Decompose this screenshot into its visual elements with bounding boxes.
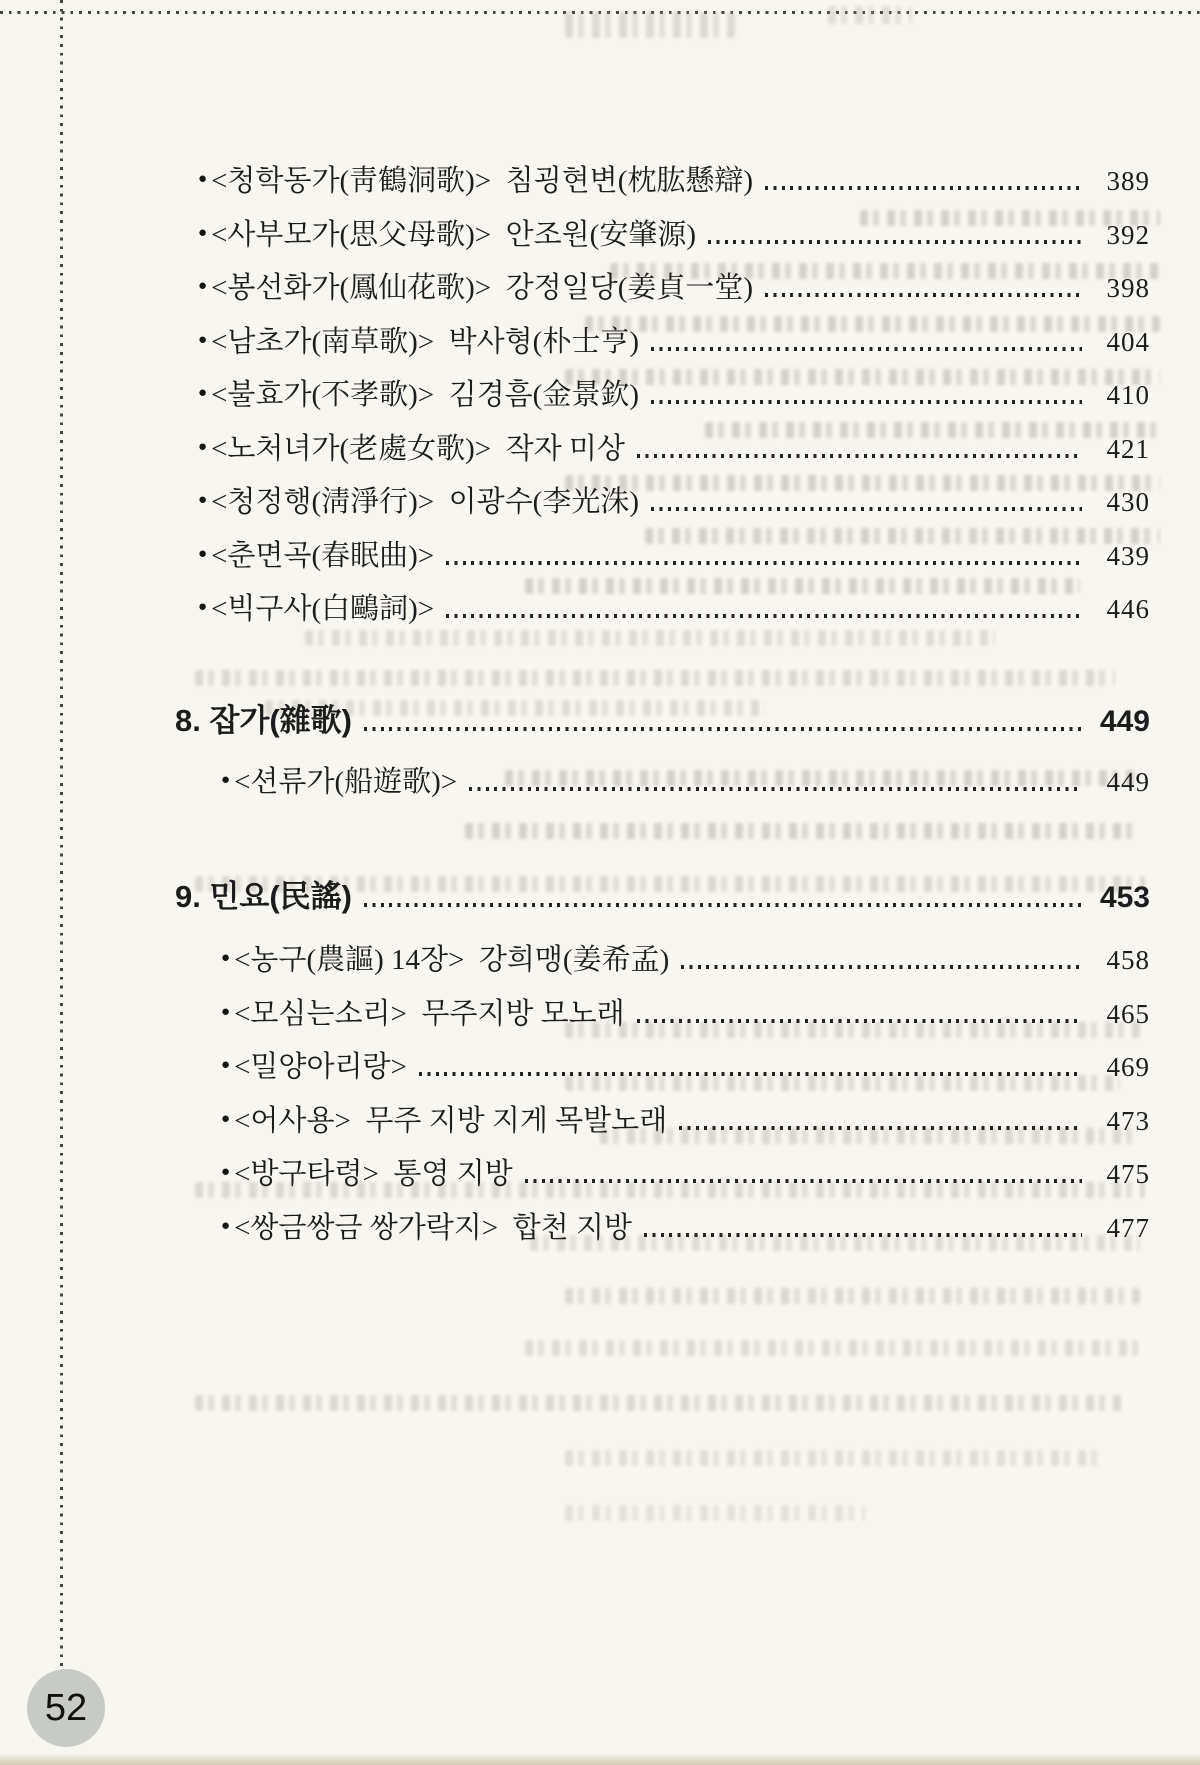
toc-entry-row xyxy=(175,999,1150,1029)
dot-leader xyxy=(708,240,1082,244)
entry-page-number: 469 xyxy=(1106,1052,1150,1082)
bullet-icon: ● xyxy=(198,278,208,294)
entry-title: <쌍금쌍금 쌍가락지> 합천 지방 xyxy=(234,1211,632,1244)
bullet-icon: ● xyxy=(221,1164,231,1180)
entry-title: <청정행(淸淨行)> 이광수(李光洙) xyxy=(211,486,639,518)
entry-page-number: 392 xyxy=(1106,219,1150,250)
section-heading-row xyxy=(175,704,1150,738)
entry-page-number: 430 xyxy=(1106,487,1150,517)
entry-page-number: 404 xyxy=(1106,326,1150,357)
toc-entry-row xyxy=(175,1213,1150,1243)
dot-leader xyxy=(651,507,1082,511)
bleed-through-ghost xyxy=(565,1505,865,1521)
entry-page-number: 473 xyxy=(1106,1105,1150,1136)
toc-entry-row xyxy=(175,487,1150,517)
bullet-icon: ● xyxy=(198,331,208,348)
page-bottom-edge xyxy=(0,1753,1200,1765)
dot-leader xyxy=(525,1179,1082,1183)
entry-page-number: 475 xyxy=(1106,1159,1150,1189)
bullet-icon: ● xyxy=(221,1057,231,1073)
bullet-icon: ● xyxy=(221,1003,231,1020)
toc-entry-row xyxy=(175,327,1150,357)
dot-leader xyxy=(765,293,1082,297)
dot-leader xyxy=(681,965,1082,969)
dot-leader xyxy=(419,1072,1082,1076)
section-title: 9. 민요(民謠) xyxy=(175,879,353,914)
entry-title: <방구타령> 통영 지방 xyxy=(234,1158,513,1190)
dot-leader xyxy=(446,561,1082,565)
entry-title: <불효가(不孝歌)> 김경흠(金景欽) xyxy=(211,379,639,411)
bullet-icon: ● xyxy=(198,545,208,562)
toc-entry-row xyxy=(175,1106,1150,1136)
entry-page-number: 389 xyxy=(1106,166,1150,196)
toc-entry-row xyxy=(175,166,1150,196)
entry-title: <사부모가(思父母歌)> 안조원(安肇源) xyxy=(211,218,696,251)
toc-entry-row xyxy=(175,1159,1150,1189)
entry-page-number: 449 xyxy=(1106,767,1150,797)
section-page-number: 453 xyxy=(1099,881,1150,914)
entry-list-front xyxy=(175,166,1150,624)
bullet-icon: ● xyxy=(198,492,208,508)
entry-page-number: 439 xyxy=(1106,540,1150,571)
entry-page-number: 477 xyxy=(1106,1212,1150,1243)
section-japga xyxy=(175,704,1150,797)
dot-leader xyxy=(644,1233,1082,1237)
entry-title: <청학동가(靑鶴洞歌)> 침굉현변(枕肱懸辯) xyxy=(211,165,754,197)
dot-leader xyxy=(364,903,1082,907)
entry-page-number: 421 xyxy=(1106,433,1150,464)
toc-entry-row xyxy=(175,434,1150,464)
entry-title: <노처녀가(老處女歌)> 작자 미상 xyxy=(211,432,625,465)
entry-title: <춘면곡(春眠曲)> xyxy=(211,539,435,572)
dot-leader xyxy=(364,727,1082,731)
bullet-icon: ● xyxy=(221,1217,231,1234)
dot-leader xyxy=(637,454,1082,458)
bleed-through-ghost xyxy=(525,1340,1140,1356)
entry-title: <션류가(船遊歌)> xyxy=(234,766,458,798)
bleed-through-ghost xyxy=(195,1395,1125,1411)
entry-title: <빅구사(白鷗詞)> xyxy=(211,593,435,625)
entry-list-japga xyxy=(175,767,1150,797)
bleed-through-ghost xyxy=(565,1288,1140,1304)
entry-list-minyo xyxy=(175,945,1150,1243)
entry-title: <농구(農謳) 14장> 강희맹(姜希孟) xyxy=(234,944,670,976)
dot-leader xyxy=(469,787,1082,791)
entry-title: <밀양아리랑> xyxy=(234,1051,407,1083)
entry-page-number: 465 xyxy=(1106,998,1150,1029)
section-title: 8. 잡가(雜歌) xyxy=(175,703,353,738)
entry-page-number: 410 xyxy=(1106,380,1150,410)
dot-leader xyxy=(765,186,1082,190)
table-of-contents xyxy=(175,166,1150,1266)
bullet-icon: ● xyxy=(221,1110,231,1127)
left-dotted-border xyxy=(60,0,63,1669)
bleed-through-ghost xyxy=(828,6,912,24)
bullet-icon: ● xyxy=(198,224,208,241)
bleed-through-ghost xyxy=(565,1450,1100,1466)
top-dotted-border xyxy=(0,11,1200,14)
section-minyo xyxy=(175,880,1150,1243)
toc-entry-row xyxy=(175,945,1150,975)
toc-entry-row xyxy=(175,541,1150,571)
toc-entry-row xyxy=(175,594,1150,624)
entry-page-number: 446 xyxy=(1106,594,1150,624)
entry-title: <어사용> 무주 지방 지게 목발노래 xyxy=(234,1104,668,1137)
toc-entry-row xyxy=(175,220,1150,250)
bleed-through-ghost xyxy=(565,12,735,38)
page-number-badge xyxy=(27,1669,105,1747)
dot-leader xyxy=(651,400,1082,404)
bullet-icon: ● xyxy=(198,438,208,455)
toc-entry-row xyxy=(175,1052,1150,1082)
dot-leader xyxy=(651,347,1082,351)
page-number: 52 xyxy=(44,1686,88,1729)
dot-leader xyxy=(679,1126,1082,1130)
entry-page-number: 398 xyxy=(1106,273,1150,303)
bullet-icon: ● xyxy=(198,171,208,187)
entry-page-number: 458 xyxy=(1106,945,1150,975)
toc-entry-row xyxy=(175,767,1150,797)
dot-leader xyxy=(637,1019,1082,1023)
entry-title: <모심는소리> 무주지방 모노래 xyxy=(234,997,625,1030)
entry-title: <봉선화가(鳳仙花歌)> 강정일당(姜貞一堂) xyxy=(211,272,754,304)
dot-leader xyxy=(446,614,1082,618)
section-page-number: 449 xyxy=(1099,705,1150,738)
section-heading-row xyxy=(175,880,1150,914)
bullet-icon: ● xyxy=(221,772,231,788)
toc-entry-row xyxy=(175,380,1150,410)
bullet-icon: ● xyxy=(221,950,231,966)
toc-entry-row xyxy=(175,273,1150,303)
bullet-icon: ● xyxy=(198,385,208,401)
bullet-icon: ● xyxy=(198,599,208,615)
entry-title: <남초가(南草歌)> 박사형(朴士亨) xyxy=(211,325,639,358)
